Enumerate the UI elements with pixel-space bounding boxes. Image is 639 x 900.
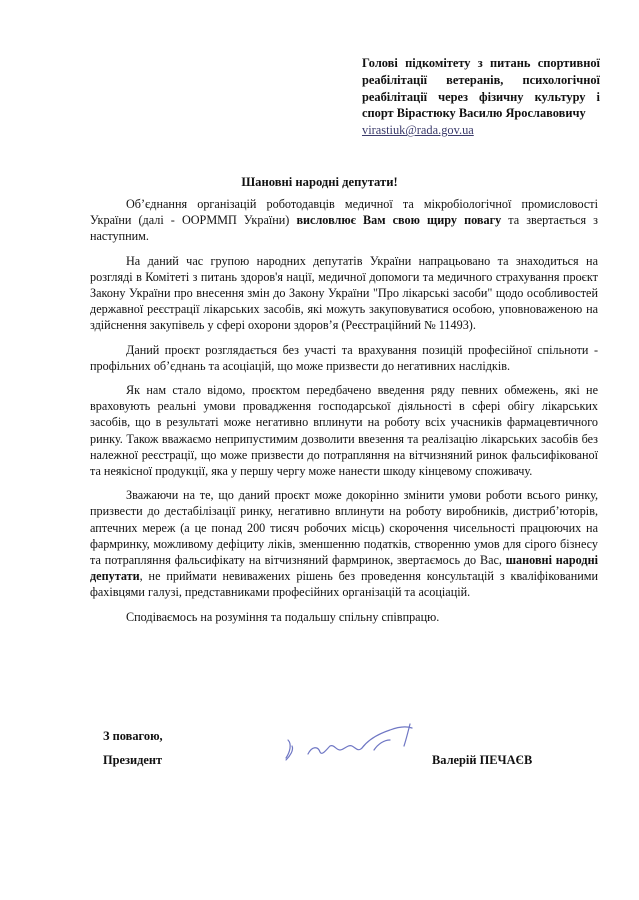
paragraph-appeal [90,487,598,600]
paragraph-appeal-text: Зважаючи на те, що даний проєкт може докорінно змінити умови роботи всього ринку, призвести до дестабілізації ринку, негативно вплинути на роботу виробників, дистриб’юторів, аптечних мереж (а це понад 200 тисяч робочих місць) скорочення чисельності працюючих на фармринку, можливому дефіциту ліків, зменшенню податків, створенню умов для сірого бізнесу та потрапляння фальсифікату на вітчизняний фармринок, звертаємось до Вас, [90,488,598,568]
paragraph-appeal-text-end: , не приймати невиважених рішень без проведення консультацій з кваліфікованими фахівцями галузі, представниками професійних організацій та асоціацій. [90,569,598,600]
addressee-email[interactable]: virastiuk@rada.gov.ua [362,123,474,138]
salutation: Шановні народні депутати! [241,175,398,189]
paragraph-bill: На даний час групою народних депутатів України напрацьовано та знаходиться на розгляді в Комітеті з питань здоров'я нації, медичної допомоги та медичного страхування проєкт Закону України про внесення змін до Закону України "Про лікарські засоби" щодо особливостей державної реєстрації лікарських засобів, які можуть закуповуватися особою, уповноваженою на здійснення закупівель у сфері охорони здоров’я (Реєстраційний № 11493). [90,253,598,333]
paragraph-appeal-bold: шановні народні депутати [90,553,598,584]
paragraph-no-participation: Даний проєкт розглядається без участі та врахування позицій професійної спільноти - профільних об’єднань та асоціацій, що може призвести до негативних наслідків. [90,342,598,373]
signer-role: Президент [103,753,163,767]
paragraph-intro [90,196,598,245]
paragraph-intro-text: Об’єднання організацій роботодавців медичної та мікробіологічної промисловості України (далі - ООРММП України) [90,197,598,228]
signer-name: Валерій ПЕЧАЄВ [432,753,533,767]
paragraph-intro-text-end: та звертається з наступним. [90,213,598,244]
handwritten-signature [278,716,428,766]
letter-body [90,196,598,633]
paragraph-restrictions: Як нам стало відомо, проєктом передбачено введення ряду певних обмежень, які не враховують реальні умови провадження господарської діяльності в сфері обігу лікарських засобів, що в результаті може негативно вплинути на роботу всіх учасників фармацевтичного ринку. Також вважаємо неприпустимим дозволити ввезення та реалізацію лікарських засобів без належної реєстрації, що може призвести до потрапляння на вітчизняний ринок фальсифікованої та неякісної продукції, яка у першу чергу може нанести шкоду кінцевому споживачу. [90,383,598,479]
paragraph-closing-hope: Сподіваємось на розуміння та подальшу спільну співпрацю. [126,609,440,624]
addressee-text: Голові підкомітету з питань спортивної реабілітації ветеранів, психологічної реабілітації через фізичну культуру і спорт Вірастюку Василю Ярославовичу [362,56,600,121]
closing-phrase: З повагою, [103,729,163,743]
paragraph-intro-bold: висловлює Вам свою щиру повагу [296,213,502,228]
addressee-block [362,55,600,139]
